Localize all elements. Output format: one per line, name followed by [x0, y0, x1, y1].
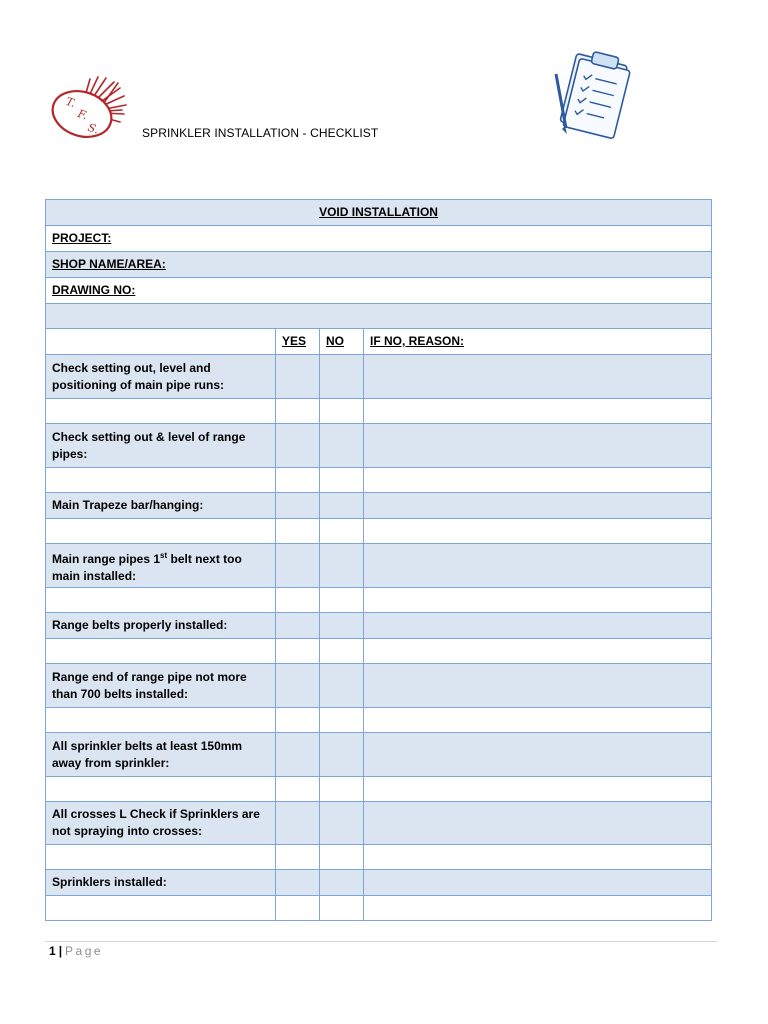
no-cell[interactable] [320, 639, 364, 664]
check-item-text: Range belts properly installed: [46, 613, 276, 639]
no-cell[interactable] [320, 424, 364, 468]
check-item-row [46, 355, 712, 399]
check-item-text: All sprinkler belts at least 150mm away from sprinkler: [46, 733, 276, 777]
yes-cell[interactable] [276, 468, 320, 493]
yes-cell[interactable] [276, 845, 320, 870]
no-cell[interactable] [320, 493, 364, 519]
reason-cell[interactable] [364, 845, 712, 870]
no-cell[interactable] [320, 355, 364, 399]
drawing-row [46, 278, 712, 304]
yes-cell[interactable] [276, 870, 320, 896]
yes-cell[interactable] [276, 802, 320, 845]
section-title: VOID INSTALLATION [319, 205, 438, 219]
reason-cell[interactable] [364, 664, 712, 708]
blank-row [46, 708, 712, 733]
blank-row [46, 468, 712, 493]
project-row [46, 226, 712, 252]
reason-cell[interactable] [364, 870, 712, 896]
yes-cell[interactable] [276, 544, 320, 588]
no-cell[interactable] [320, 519, 364, 544]
no-cell[interactable] [320, 733, 364, 777]
check-item-text: Main Trapeze bar/hanging: [46, 493, 276, 519]
column-header-row [46, 329, 712, 355]
no-cell[interactable] [320, 544, 364, 588]
no-cell[interactable] [320, 777, 364, 802]
section-header-row [46, 200, 712, 226]
col-yes-header: YES [282, 334, 307, 348]
blank-row [46, 519, 712, 544]
yes-cell[interactable] [276, 399, 320, 424]
check-item-row [46, 664, 712, 708]
footer-divider [45, 941, 717, 942]
no-cell[interactable] [320, 588, 364, 613]
checklist-table [45, 199, 712, 921]
no-cell[interactable] [320, 613, 364, 639]
svg-text:T.: T. [64, 94, 78, 111]
yes-cell[interactable] [276, 708, 320, 733]
svg-text:S.: S. [86, 120, 101, 137]
page-separator: | [58, 944, 63, 958]
svg-text:F.: F. [76, 107, 90, 123]
no-cell[interactable] [320, 664, 364, 708]
page-number: 1 [49, 944, 56, 958]
reason-cell[interactable] [364, 613, 712, 639]
yes-cell[interactable] [276, 664, 320, 708]
blank-row [46, 399, 712, 424]
yes-cell[interactable] [276, 493, 320, 519]
reason-cell[interactable] [364, 802, 712, 845]
no-cell[interactable] [320, 870, 364, 896]
drawing-no-label: DRAWING NO: [52, 283, 136, 297]
yes-cell[interactable] [276, 355, 320, 399]
no-cell[interactable] [320, 399, 364, 424]
tfs-logo [48, 76, 128, 140]
yes-cell[interactable] [276, 896, 320, 921]
shop-name-label: SHOP NAME/AREA: [52, 257, 166, 271]
spacer-row [46, 304, 712, 329]
check-item-text: Sprinklers installed: [46, 870, 276, 896]
reason-cell[interactable] [364, 896, 712, 921]
check-item-text: Check setting out, level and positioning of main pipe runs: [46, 355, 276, 399]
reason-cell[interactable] [364, 733, 712, 777]
reason-cell[interactable] [364, 399, 712, 424]
reason-cell[interactable] [364, 468, 712, 493]
check-item-text: Range end of range pipe not more than 700 belts installed: [46, 664, 276, 708]
reason-cell[interactable] [364, 588, 712, 613]
check-item-row [46, 493, 712, 519]
reason-cell[interactable] [364, 544, 712, 588]
yes-cell[interactable] [276, 519, 320, 544]
blank-row [46, 639, 712, 664]
check-item-text: All crosses L Check if Sprinklers are not spraying into crosses: [46, 802, 276, 845]
yes-cell[interactable] [276, 588, 320, 613]
yes-cell[interactable] [276, 733, 320, 777]
reason-cell[interactable] [364, 493, 712, 519]
reason-cell[interactable] [364, 777, 712, 802]
yes-cell[interactable] [276, 613, 320, 639]
yes-cell[interactable] [276, 424, 320, 468]
col-no-header: NO [326, 334, 344, 348]
reason-cell[interactable] [364, 424, 712, 468]
no-cell[interactable] [320, 468, 364, 493]
reason-cell[interactable] [364, 355, 712, 399]
document-title: SPRINKLER INSTALLATION - CHECKLIST [142, 126, 379, 140]
reason-cell[interactable] [364, 708, 712, 733]
col-reason-header: IF NO, REASON: [370, 334, 465, 348]
blank-row [46, 777, 712, 802]
page-word: Page [65, 944, 104, 958]
reason-cell[interactable] [364, 639, 712, 664]
project-label: PROJECT: [52, 231, 112, 245]
check-item-row [46, 544, 712, 588]
check-item-text: Main range pipes 1st belt next too main installed: [46, 544, 276, 588]
no-cell[interactable] [320, 896, 364, 921]
clipboard-icon [546, 44, 636, 140]
blank-row [46, 588, 712, 613]
yes-cell[interactable] [276, 777, 320, 802]
check-item-row [46, 613, 712, 639]
check-item-text: Check setting out & level of range pipes: [46, 424, 276, 468]
blank-row [46, 845, 712, 870]
check-item-row [46, 870, 712, 896]
check-item-row [46, 424, 712, 468]
no-cell[interactable] [320, 845, 364, 870]
blank-row [46, 896, 712, 921]
no-cell[interactable] [320, 802, 364, 845]
shop-row [46, 252, 712, 278]
yes-cell[interactable] [276, 639, 320, 664]
no-cell[interactable] [320, 708, 364, 733]
check-item-row [46, 802, 712, 845]
reason-cell[interactable] [364, 519, 712, 544]
page-footer [49, 944, 103, 958]
check-item-row [46, 733, 712, 777]
